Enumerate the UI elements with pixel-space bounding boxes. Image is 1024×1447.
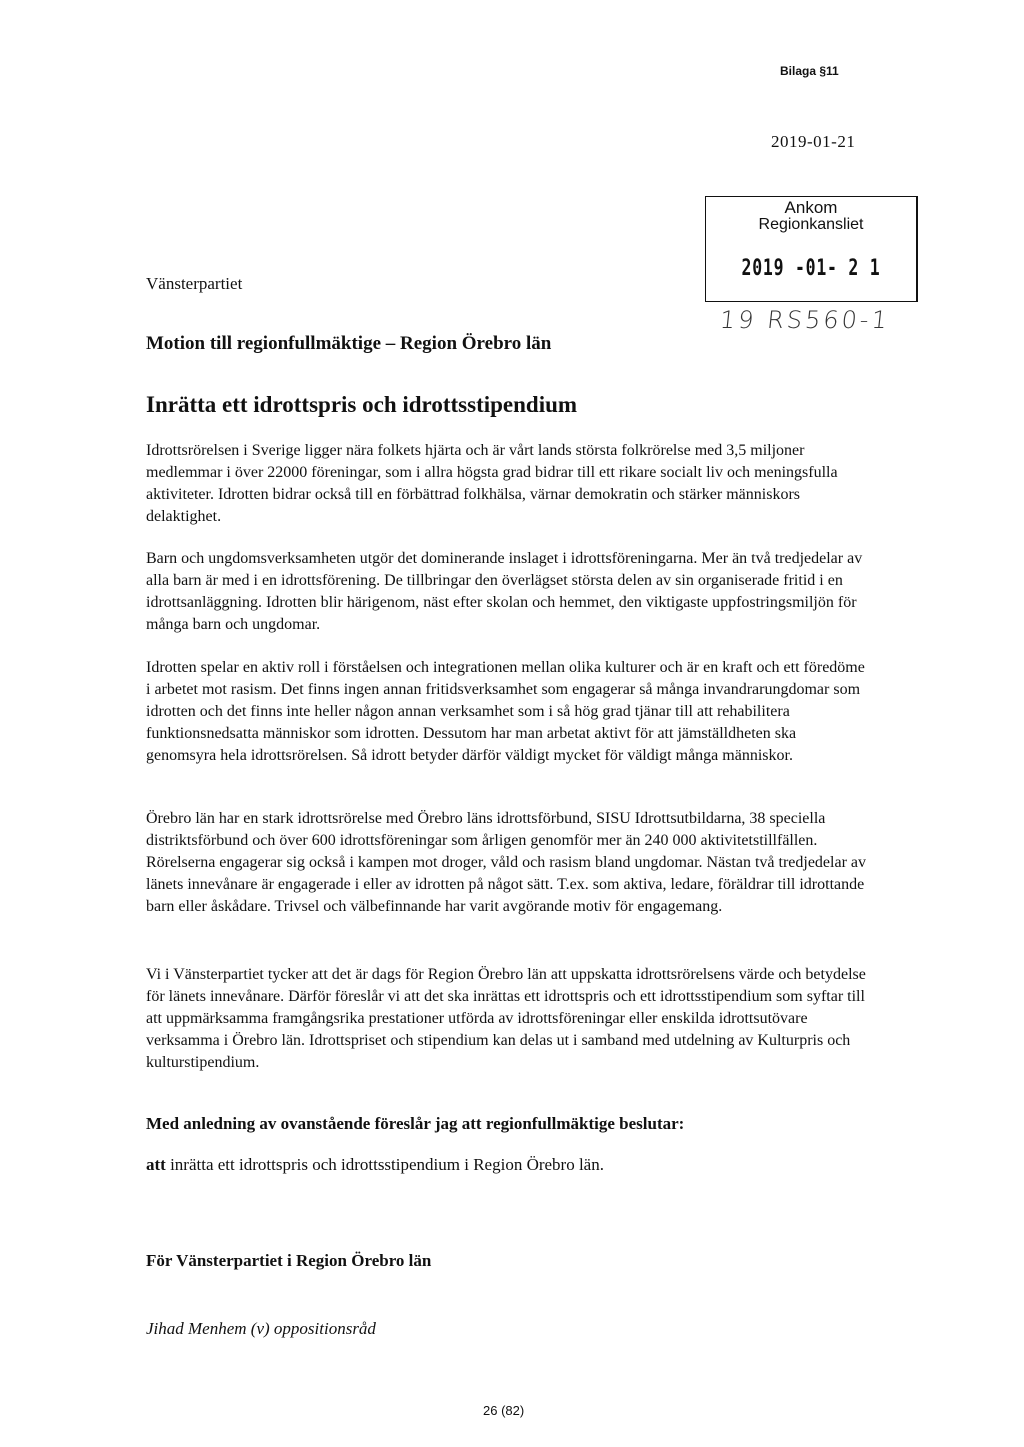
document-title: Inrätta ett idrottspris och idrottsstipendium — [146, 392, 578, 417]
decision-text: inrätta ett idrottspris och idrottsstipendium i Region Örebro län. — [170, 1155, 604, 1174]
page-number: 26 (82) — [483, 1403, 525, 1418]
paragraph: Barn och ungdomsverksamheten utgör det dominerande inslaget i idrottsföreningarna. Mer än två tredjedelar av alla barn är med i en idrottsförening. De tillbringar den överlägset största delen av sin organiserade fritid i en idrottsanläggning. Idrotten blir härigenom, näst efter skolan och hemmet, den viktigaste uppfostringsmiljön för många barn och ungdomar. — [146, 550, 863, 633]
handwritten-case-number: 19 RS560-1 — [718, 306, 892, 334]
party-name: Vänsterpartiet — [146, 274, 243, 293]
paragraph: Idrottsrörelsen i Sverige ligger nära folkets hjärta och är vårt lands största folkrörelse med 3,5 miljoner medlemmar i över 22000 föreningar, som i allra högsta grad bidrar till ett rikare socialt liv och meningsfulla aktiviteter. Idrotten bidrar också till en förbättrad folkhälsa, värnar demokratin och stärker människors delaktighet. — [146, 442, 838, 525]
paragraph: Vi i Vänsterpartiet tycker att det är dags för Region Örebro län att uppskatta idrottsrörelsens värde och betydelse för länets innevånare. Därför föreslår vi att det ska inrättas ett idrottspris och ett idrottsstipendium som syftar till att uppmärksamma framgångsrika prestationer utförda av idrottsföreningar eller enskilda idrottsutövare verksamma i Örebro län. Idrottspriset och stipendium kan delas ut i samband med utdelning av Kulturpris och kulturstipendium. — [146, 966, 866, 1071]
signature-line: För Vänsterpartiet i Region Örebro län — [146, 1251, 432, 1270]
proposal-heading: Med anledning av ovanstående föreslår jag att regionfullmäktige beslutar: — [146, 1114, 685, 1133]
document-date: 2019-01-21 — [771, 132, 856, 151]
decision-proposal — [146, 1155, 604, 1175]
attachment-label: Bilaga §11 — [780, 64, 839, 78]
stamp-office-label: Regionkansliet — [758, 216, 864, 233]
stamp-date: 2019 -01- 2 1 — [741, 256, 881, 281]
signer-name: Jihad Menhem (v) oppositionsråd — [146, 1319, 376, 1338]
motion-heading: Motion till regionfullmäktige – Region Örebro län — [146, 333, 552, 354]
paragraph: Örebro län har en stark idrottsrörelse med Örebro läns idrottsförbund, SISU Idrottsutbildarna, 38 speciella distriktsförbund och över 600 idrottsföreningar som årligen genomför mer än 240 000 aktivitetstillfällen. Rörelserna engagerar sig också i kampen mot droger, våld och rasism bland ungdomar. Nästan två tredjedelar av länets innevånare är engagerade i eller av idrotten på något sätt. T.ex. som aktiva, ledare, föräldrar till idrottande barn eller åskådare. Trivsel och välbefinnande har varit avgörande motiv för engagemang. — [146, 810, 867, 915]
stamp-received-label: Ankom — [784, 198, 838, 217]
decision-keyword: att — [146, 1155, 166, 1174]
paragraph: Idrotten spelar en aktiv roll i förståelsen och integrationen mellan olika kulturer och är en kraft och ett föredöme i arbetet mot rasism. Det finns ingen annan fritidsverksamhet som engagerar så många invandrarungdomar som idrotten och det finns inte heller någon annan verksamhet som i så hög grad tjänar till att rehabilitera funktionsnedsatta människor som idrotten. Dessutom har man arbetat aktivt för att jämställdheten ska genomsyra hela idrottsrörelsen. Så idrott betyder därför väldigt mycket för väldigt många människor. — [146, 659, 865, 764]
received-stamp — [705, 196, 918, 302]
